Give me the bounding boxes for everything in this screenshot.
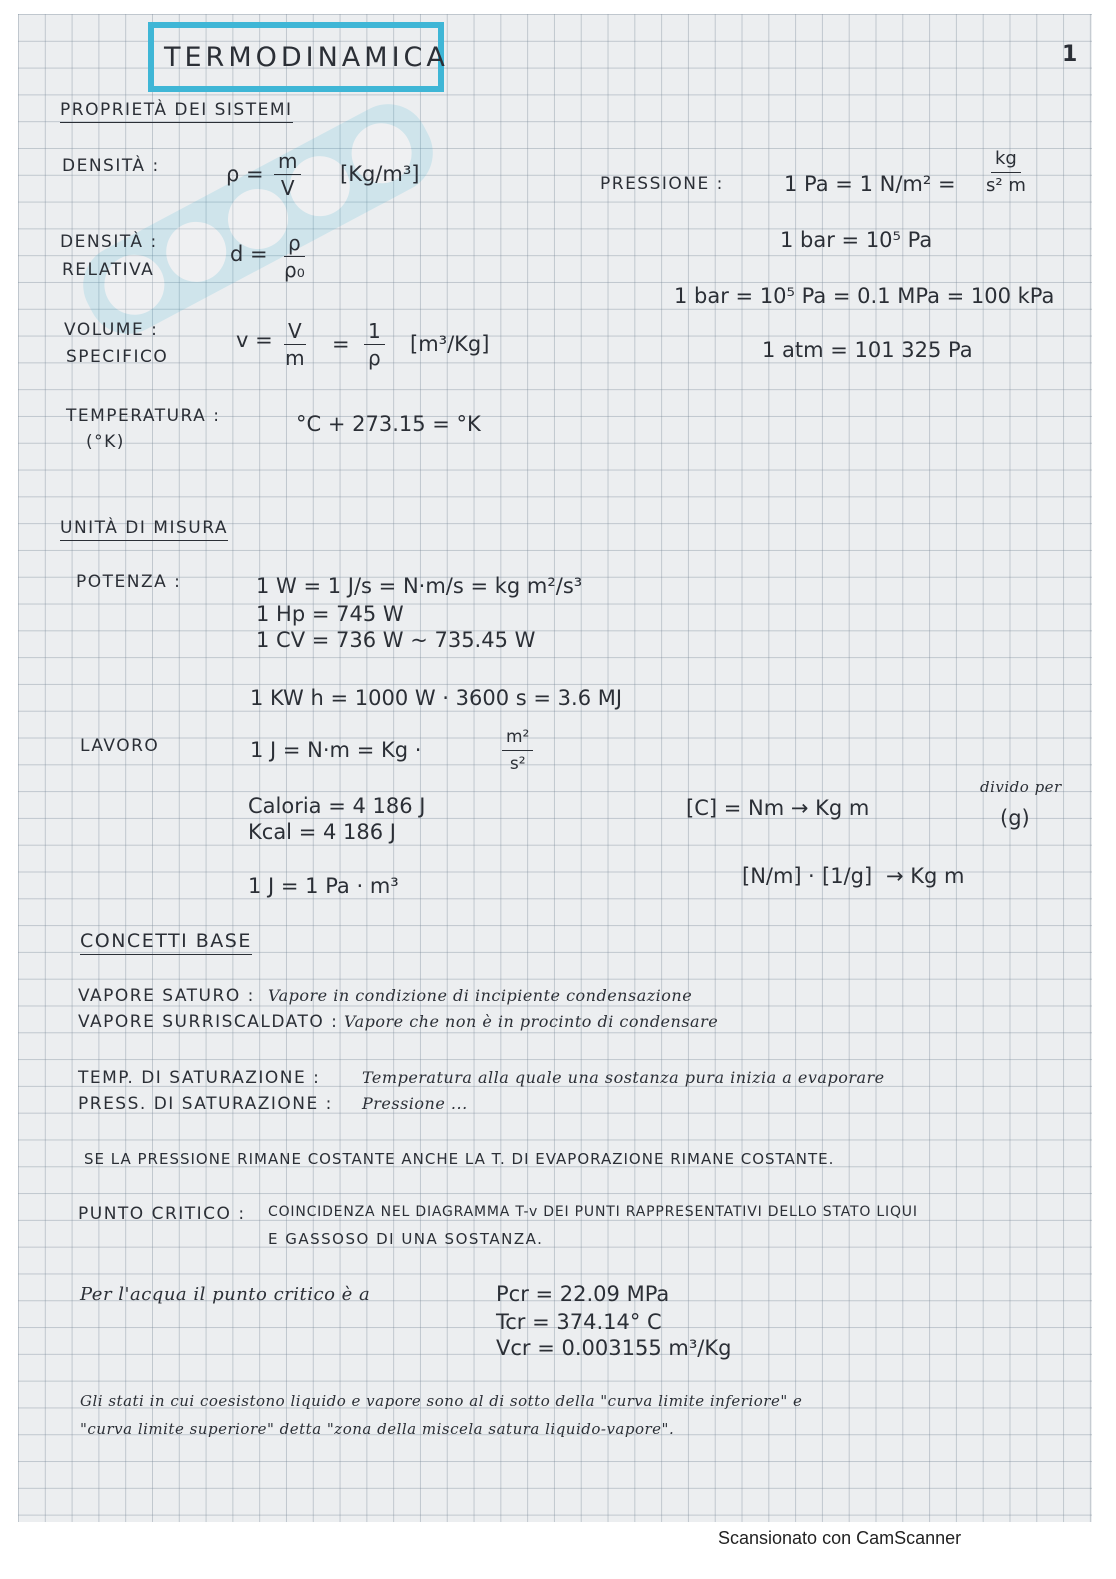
side-bracket-2: [1/g]: [822, 864, 873, 888]
lavoro-line-4: 1 J = 1 Pa · m³: [248, 874, 399, 898]
lavoro-line-1: 1 J = N·m = Kg ·: [250, 738, 422, 762]
pcr-value: Pcr = 22.09 MPa: [496, 1282, 670, 1306]
stati-text-2: "curva limite superiore" detta "zona della miscela satura liquido-vapore".: [80, 1420, 675, 1438]
side-bracket-1: [N/m]: [742, 864, 802, 888]
densita-lhs: ρ =: [226, 162, 264, 186]
divido-per-note: divido per: [980, 778, 1062, 796]
densita-relativa-lhs: d =: [230, 242, 268, 266]
punto-critico-text-1: COINCIDENZA NEL DIAGRAMMA T-v DEI PUNTI RAPPRESENTATIVI DELLO STATO LIQUI: [268, 1204, 918, 1220]
vapore-surriscaldato-label: VAPORE SURRISCALDATO :: [78, 1012, 339, 1032]
section-heading-proprieta: PROPRIETÀ DEI SISTEMI: [60, 100, 293, 123]
vapore-saturo-text: Vapore in condizione di incipiente condensazione: [268, 986, 693, 1005]
pressione-line-3: 1 bar = 10⁵ Pa = 0.1 MPa = 100 kPa: [674, 284, 1055, 308]
punto-critico-text-2: E GASSOSO DI UNA SOSTANZA.: [268, 1230, 544, 1248]
volume-denominator-2: ρ: [368, 346, 381, 370]
press-saturazione-text: Pressione ...: [362, 1094, 468, 1113]
densita-denominator: V: [280, 176, 295, 200]
volume-lhs: v =: [236, 328, 273, 352]
lavoro-fraction: [502, 726, 533, 775]
densita-relativa-label: DENSITÀ :: [60, 232, 158, 252]
scanner-footer: Scansionato con CamScanner: [718, 1528, 962, 1548]
volume-fraction-2: [364, 320, 385, 369]
temp-saturazione-label: TEMP. DI SATURAZIONE :: [78, 1068, 321, 1088]
pressione-denominator: s² m: [986, 175, 1026, 196]
volume-numerator-1: V: [284, 320, 306, 345]
volume-equals: =: [332, 332, 350, 356]
vapore-saturo-label: VAPORE SATURO :: [78, 986, 255, 1006]
lavoro-line-3: Kcal = 4 186 J: [248, 820, 396, 844]
notebook-page: [18, 14, 1092, 1522]
section-heading-unita: UNITÀ DI MISURA: [60, 518, 228, 541]
volume-fraction-1: [284, 320, 306, 369]
pressione-costante-text: SE LA PRESSIONE RIMANE COSTANTE ANCHE LA T. DI EVAPORAZIONE RIMANE COSTANTE.: [84, 1150, 835, 1168]
volume-label-2: SPECIFICO: [66, 347, 169, 367]
densita-numerator: m: [274, 150, 301, 175]
potenza-line-4: 1 KW h = 1000 W · 3600 s = 3.6 MJ: [250, 686, 623, 710]
section-heading-concetti: CONCETTI BASE: [80, 930, 252, 955]
volume-denominator-1: m: [285, 346, 305, 370]
densita-relativa-denominator: ρ₀: [284, 258, 305, 282]
volume-numerator-2: 1: [364, 320, 385, 345]
potenza-line-3: 1 CV = 736 W ~ 735.45 W: [256, 628, 536, 652]
densita-unit: [Kg/m³]: [340, 162, 420, 186]
densita-relativa-fraction: [284, 232, 305, 281]
pressione-line-2: 1 bar = 10⁵ Pa: [780, 228, 933, 252]
pressione-line-4: 1 atm = 101 325 Pa: [762, 338, 973, 362]
temp-saturazione-text: Temperatura alla quale una sostanza pura inizia a evaporare: [362, 1068, 885, 1087]
side-dot: ·: [808, 864, 815, 888]
densita-label: DENSITÀ :: [62, 156, 160, 176]
potenza-line-2: 1 Hp = 745 W: [256, 602, 404, 626]
stati-text-1: Gli stati in cui coesistono liquido e vapore sono al di sotto della "curva limite inferiore" e: [80, 1392, 803, 1410]
page-number: 1: [1062, 42, 1078, 67]
temperatura-label: TEMPERATURA :: [66, 406, 221, 426]
pressione-numerator: kg: [991, 148, 1021, 173]
pressione-line-1: 1 Pa = 1 N/m² =: [784, 172, 956, 196]
volume-unit: [m³/Kg]: [410, 332, 490, 356]
punto-critico-label: PUNTO CRITICO :: [78, 1204, 246, 1224]
lavoro-numerator: m²: [502, 726, 533, 751]
densita-relativa-label-2: RELATIVA: [62, 260, 155, 280]
temperatura-formula: °C + 273.15 = °K: [296, 412, 481, 436]
potenza-line-1: 1 W = 1 J/s = N·m/s = kg m²/s³: [256, 574, 583, 598]
volume-label: VOLUME :: [64, 320, 159, 340]
vcr-value: Vcr = 0.003155 m³/Kg: [496, 1336, 732, 1360]
side-arrow-result: → Kg m: [886, 864, 965, 888]
acqua-punto-critico-text: Per l'acqua il punto critico è a: [80, 1284, 371, 1305]
vapore-surriscaldato-text: Vapore che non è in procinto di condensare: [344, 1012, 719, 1031]
lavoro-label: LAVORO: [80, 736, 160, 756]
pressione-fraction: [986, 148, 1026, 197]
densita-fraction: [274, 150, 301, 199]
lavoro-line-2: Caloria = 4 186 J: [248, 794, 426, 818]
potenza-label: POTENZA :: [76, 572, 182, 592]
pressione-label: PRESSIONE :: [600, 174, 724, 194]
g-note: (g): [1000, 806, 1030, 830]
tcr-value: Tcr = 374.14° C: [496, 1310, 662, 1334]
densita-relativa-numerator: ρ: [284, 232, 305, 257]
press-saturazione-label: PRESS. DI SATURAZIONE :: [78, 1094, 333, 1114]
temperatura-label-2: (°K): [86, 432, 125, 452]
lavoro-denominator: s²: [509, 754, 526, 774]
costante-c-line: [C] = Nm → Kg m: [686, 796, 870, 820]
page-title: TERMODINAMICA: [164, 42, 449, 73]
watermark-logo-icon: [28, 104, 488, 334]
